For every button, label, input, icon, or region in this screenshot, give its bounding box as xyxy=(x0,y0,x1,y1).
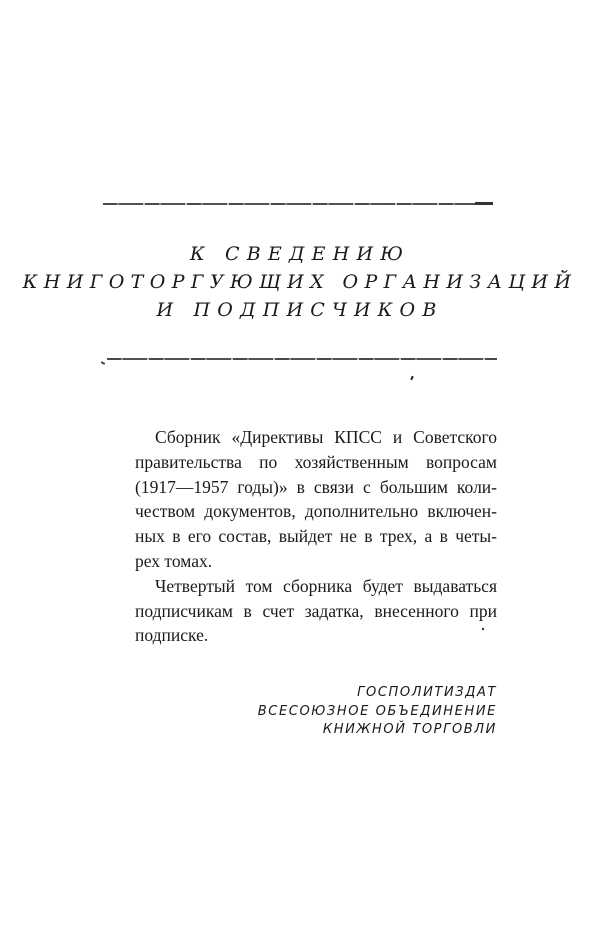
signature-block xyxy=(258,683,497,739)
paragraph-1-line: (1917—1957 годы)» в связи с большим коли- xyxy=(135,476,497,497)
paragraph-1 xyxy=(115,425,497,574)
paragraph-1-line: Сборник «Директивы КПСС и Советского xyxy=(155,427,497,447)
heading-line-1: К СВЕДЕНИЮ xyxy=(189,243,411,265)
paragraph-1-line: рех томах. xyxy=(135,550,213,571)
paragraph-1-line: чеством документов, дополнительно включен- xyxy=(135,501,497,522)
paragraph-2 xyxy=(115,574,497,648)
signature-organization-cont: КНИЖНОЙ ТОРГОВЛИ xyxy=(322,722,497,737)
heading-line-3: И ПОДПИСЧИКОВ xyxy=(156,299,444,321)
bottom-rule-divider xyxy=(107,358,497,360)
signature-publisher: ГОСПОЛИТИЗДАТ xyxy=(357,685,497,700)
paragraph-1-line: ных в его состав, выйдет не в трех, а в четы- xyxy=(135,526,497,547)
paragraph-2-line: подписчикам в счет задатка, внесенного при xyxy=(135,600,497,621)
heading-line-2: КНИГОТОРГУЮЩИХ ОРГАНИЗАЦИЙ xyxy=(22,271,578,293)
paragraph-2-line: Четвертый том сборника будет выдаваться xyxy=(155,575,497,596)
paragraph-1-line: правительства по хозяйственным вопросам xyxy=(135,451,497,472)
paragraph-2-line: подписке. xyxy=(135,625,209,646)
print-speck xyxy=(410,376,414,380)
notice-body xyxy=(115,425,497,648)
rule-tick-mark xyxy=(101,361,105,365)
top-rule-divider xyxy=(103,203,493,205)
signature-organization: ВСЕСОЮЗНОЕ ОБЪЕДИНЕНИЕ xyxy=(257,704,497,719)
